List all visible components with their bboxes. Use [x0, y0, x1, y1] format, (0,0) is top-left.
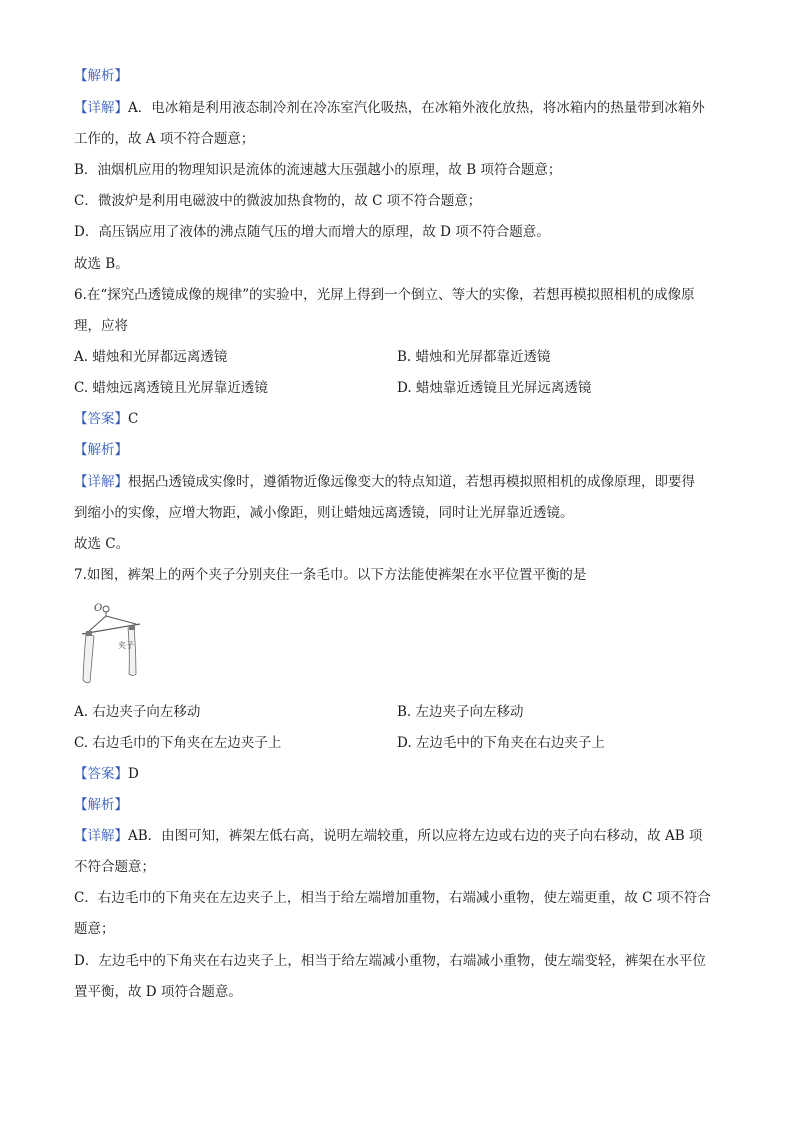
detail-text-line: 到缩小的实像，应增大物距，减小像距，则让蜡烛远离透镜，同时让光屏靠近透镜。 [74, 505, 574, 521]
answer-line [74, 765, 139, 783]
left-towel [83, 634, 94, 683]
analysis-heading [74, 796, 128, 814]
explanation-d: D．高压锅应用了液体的沸点随气压的增大而增大的原理，故 D 项不符合题意。 [74, 224, 550, 240]
question-7-stem: 7.如图，裤架上的两个夹子分别夹住一条毛巾。以下方法能使裤架在水平位置平衡的是 [74, 567, 587, 583]
question-6-stem: 6.在“探究凸透镜成像的规律”的实验中，光屏上得到一个倒立、等大的实像，若想再模拟照相机的成像原 [74, 287, 695, 303]
analysis-label: 【解析】 [74, 68, 128, 84]
conclusion: 故选 C。 [74, 536, 130, 552]
answer-line [74, 410, 138, 428]
detail-text: A．电冰箱是利用液态制冷剂在冷冻室汽化吸热，在冰箱外液化放热，将冰箱内的热量带到冰箱外 [128, 100, 705, 116]
answer-label: 【答案】 [74, 411, 128, 427]
explanation-b: B．油烟机应用的物理知识是流体的流速越大压强越小的原理，故 B 项符合题意； [74, 162, 562, 178]
option-a: A. 右边夹子向左移动 [74, 704, 201, 720]
option-d: D. 左边毛中的下角夹在右边夹子上 [397, 735, 605, 751]
analysis-heading [74, 441, 128, 459]
detail-label: 【详解】 [74, 474, 128, 490]
hanger-figure [74, 600, 150, 692]
detail-paragraph [74, 827, 702, 845]
hook-icon [103, 606, 109, 612]
left-clip [86, 631, 92, 636]
right-towel [128, 627, 136, 676]
detail-label: 【详解】 [74, 828, 128, 844]
detail-text-line: 不符合题意； [74, 859, 155, 875]
option-a: A. 蜡烛和光屏都远离透镜 [74, 349, 228, 365]
explanation-c: C．微波炉是利用电磁波中的微波加热食物的，故 C 项不符合题意； [74, 193, 482, 209]
analysis-label: 【解析】 [74, 442, 128, 458]
clip-label: 夹子 [118, 641, 134, 650]
option-c: C. 右边毛巾的下角夹在左边夹子上 [74, 735, 282, 751]
explanation-d: D．左边毛中的下角夹在右边夹子上，相当于给左端减小重物，右端减小重物，使左端变轻，裤架在水平位 [74, 953, 706, 969]
analysis-label: 【解析】 [74, 797, 128, 813]
answer-label: 【答案】 [74, 766, 128, 782]
option-d: D. 蜡烛靠近透镜且光屏远离透镜 [397, 380, 592, 396]
detail-text: AB．由图可知，裤架左低右高，说明左端较重，所以应将左边或右边的夹子向右移动，故 AB 项 [128, 828, 703, 844]
option-c: C. 蜡烛远离透镜且光屏靠近透镜 [74, 380, 268, 396]
detail-paragraph [74, 473, 695, 491]
detail-text-line: 工作的，故 A 项不符合题意； [74, 131, 255, 147]
conclusion: 故选 B。 [74, 256, 129, 272]
detail-label: 【详解】 [74, 100, 128, 116]
detail-text: 根据凸透镜成实像时，遵循物近像远像变大的特点知道，若想再模拟照相机的成像原理，即要得 [128, 474, 695, 490]
explanation-c-cont: 题意； [74, 921, 115, 937]
pivot-label: O [94, 603, 103, 614]
answer-value: C [128, 411, 139, 427]
answer-value: D [128, 766, 139, 782]
question-6-stem-cont: 理，应将 [74, 318, 128, 334]
explanation-d-cont: 置平衡，故 D 项符合题意。 [74, 984, 242, 1000]
analysis-heading [74, 67, 128, 85]
detail-paragraph [74, 99, 705, 117]
explanation-c: C．右边毛巾的下角夹在左边夹子上，相当于给左端增加重物，右端减小重物，使左端更重，故 C 项不符合 [74, 890, 711, 906]
option-b: B. 蜡烛和光屏都靠近透镜 [397, 349, 551, 365]
right-clip [129, 625, 135, 630]
option-b: B. 左边夹子向左移动 [397, 704, 524, 720]
